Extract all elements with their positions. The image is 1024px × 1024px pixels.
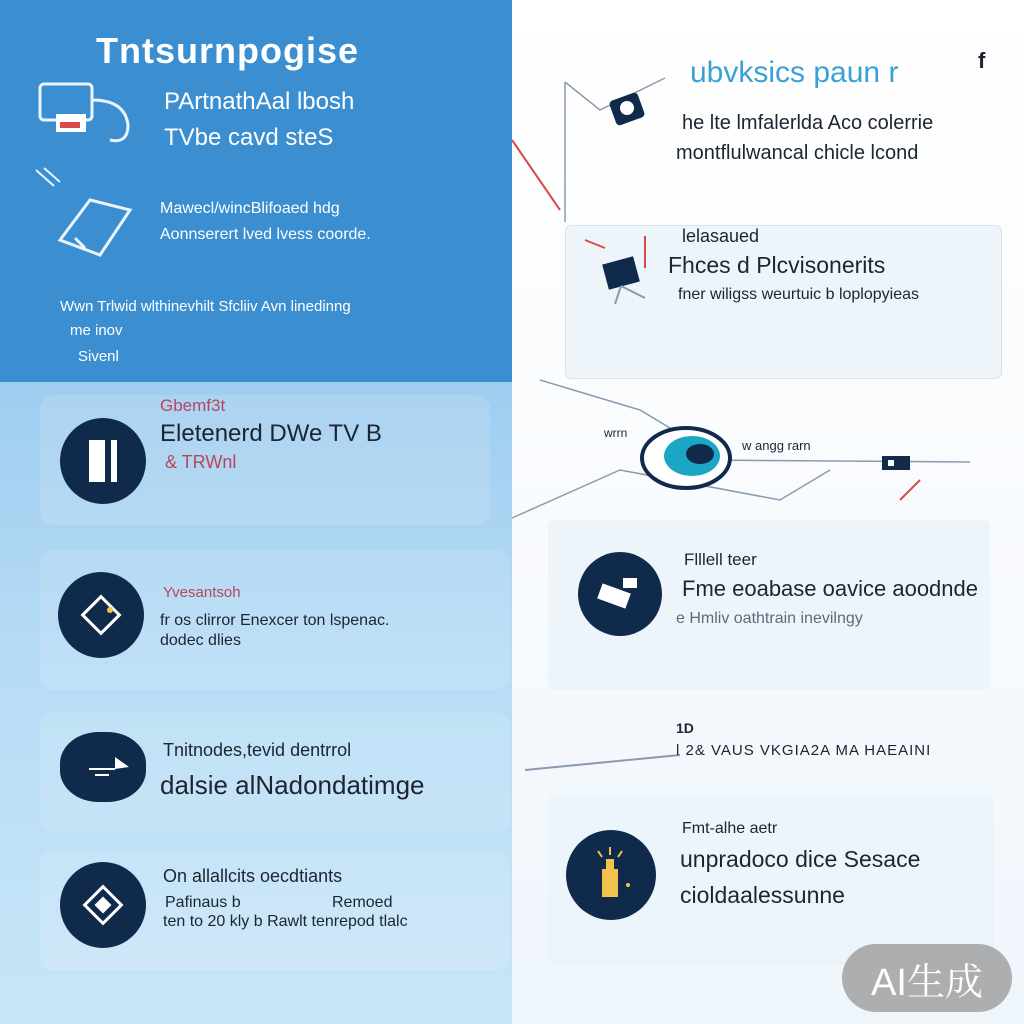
robot-arm-icon xyxy=(575,228,675,308)
list-item-heading: Gbemf3t xyxy=(160,396,226,415)
right-header-line1: he lte lmfalerlda Aco colerrie xyxy=(682,112,934,134)
camera-icon xyxy=(600,86,660,136)
right-title: ubvksics paun r xyxy=(690,56,899,89)
left-desc-2: Aonnserert lved lvess coorde. xyxy=(160,226,371,243)
card-icon xyxy=(578,552,662,636)
card-label: lelasaued xyxy=(682,226,760,246)
list-item-line2: ten to 20 kly b Rawlt tenrepod tlalc xyxy=(163,913,408,930)
sensor-device-icon xyxy=(636,420,736,496)
list-item-line1: Eletenerd DWe TV B xyxy=(160,420,382,447)
list-item-line1: fr os clirror Enexcer ton lspenac. xyxy=(160,612,390,629)
right-title-mark: f xyxy=(978,48,986,73)
list-item-heading: Tnitnodes,tevid dentrrol xyxy=(163,740,352,760)
left-subtitle-2: TVbe cavd steS xyxy=(164,124,334,151)
list-item-heading: Yvesantsoh xyxy=(163,584,241,601)
left-title: Tntsurnpogise xyxy=(96,30,359,71)
list-item-line1: dalsie alNadondatimge xyxy=(160,770,425,800)
timeline-text: l 2& VAUS VKGIA2A MA HAEAINI xyxy=(676,742,932,759)
ai-generated-badge: AI生成 xyxy=(842,944,1012,1012)
right-header-line2: montflulwancal chicle lcond xyxy=(676,142,919,164)
card-heading: Fme eoabase oavice aoodnde xyxy=(682,576,978,601)
timeline-marker: 1D xyxy=(676,720,694,736)
diagram-left-label: wrrn xyxy=(604,426,628,440)
card-label: Flllell teer xyxy=(684,550,757,569)
left-note-3: Sivenl xyxy=(78,348,119,365)
list-item-line1: Pafinaus b xyxy=(165,894,241,911)
left-note-2: me inov xyxy=(70,322,123,339)
list-item-line2: dodec dlies xyxy=(160,632,241,649)
list-item-line2: & TRWnl xyxy=(165,452,237,472)
diagram-right-label: w angg rarn xyxy=(742,438,811,453)
spray-bottle-icon xyxy=(566,830,656,920)
card-body: cioldaalessunne xyxy=(680,882,845,908)
card-heading: unpradoco dice Sesace xyxy=(680,846,921,872)
left-note-1: Wwn Trlwid wlthinevhilt Sfcliiv Avn linedinng xyxy=(60,298,351,315)
card-heading: Fhces d Plcvisonerits xyxy=(668,252,886,278)
connector-plug-icon xyxy=(856,452,916,478)
card-body: fner wiligss weurtuic b loplopyieas xyxy=(678,286,919,303)
card-body: e Hmliv oathtrain inevilngy xyxy=(676,610,863,627)
left-desc-1: Mawecl/wincBlifoaed hdg xyxy=(160,200,340,217)
left-subtitle-1: PArtnathAal lbosh xyxy=(164,88,355,115)
list-item-heading: On allallcits oecdtiants xyxy=(163,866,343,886)
list-item-line1b: Remoed xyxy=(332,894,393,911)
card-label: Fmt-alhe aetr xyxy=(682,820,778,837)
